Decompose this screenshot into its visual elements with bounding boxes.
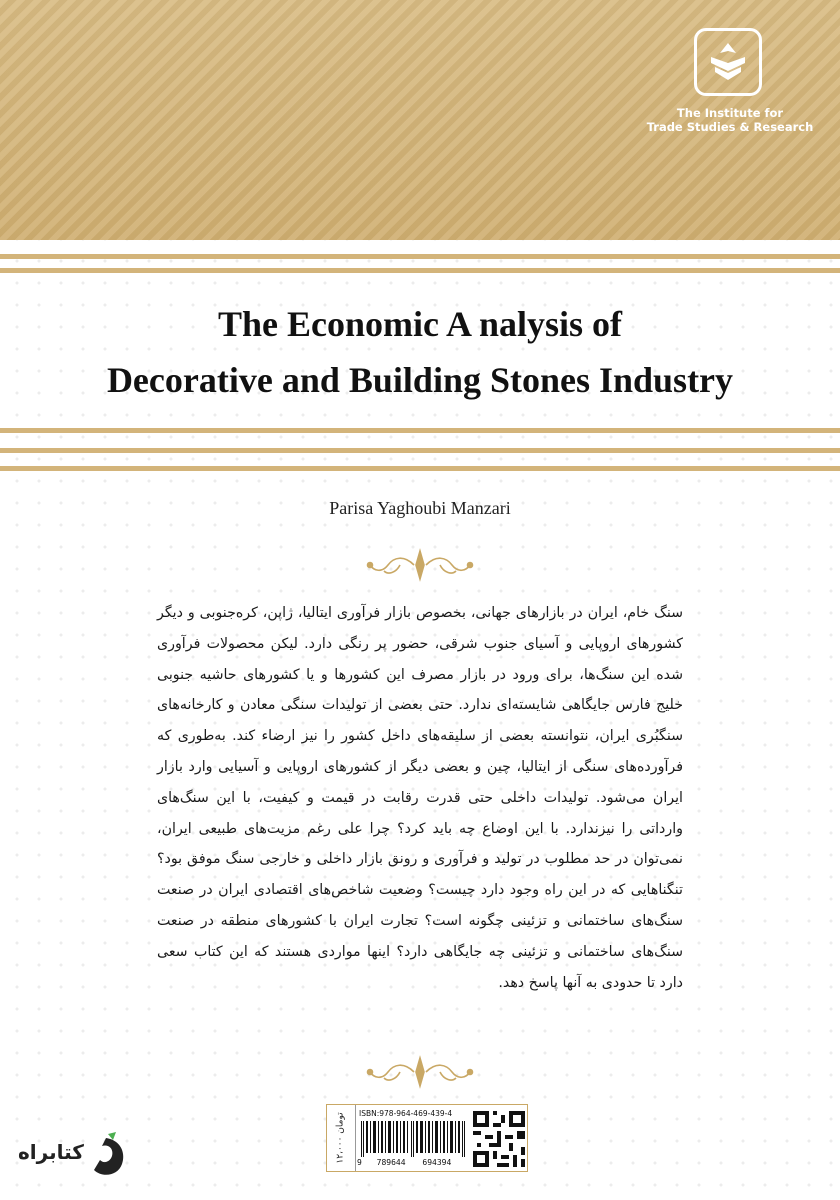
author-name: Parisa Yaghoubi Manzari [329, 498, 511, 518]
title-line-2: Decorative and Building Stones Industry [106, 360, 734, 400]
book-title [0, 296, 840, 408]
ornament-divider-bottom [360, 1052, 480, 1092]
barcode-digit-first: 9 [357, 1158, 362, 1167]
synopsis-text: سنگ خام، ایران در بازارهای جهانی، بخصوص بازار فرآوری ایتالیا، ژاپن، کره‌جنوبی و دیگر کشورهای اروپایی و آسیای جنوب شرقی، حضور پر رنگی دارد. لیکن محصولات فرآوری شده این سنگ‌ها، برای ورود در بازار مصرف این کشورها و یا کشورهای حاشیه جنوبی خلیج فارس جایگاهی شایسته‌ای ندارد. حتی بعضی از تولیدات سنگی معادن و کارخانه‌های سنگبُری ایران، نتوانسته بعضی از سلیقه‌های داخل کشور را نیز ارضاء کند. به‌طوری که فرآورده‌های سنگی از ایتالیا، چین و بعضی دیگر از کشورهای اروپایی و آسیایی وارد بازار ایران می‌شود. تولیدات داخلی حتی قدرت رقابت در قیمت و کیفیت، با این سنگ‌های وارداتی را نیزندارد. با این اوضاع چه باید کرد؟ چرا علی رغم مزیت‌های طبیعی ایران، نمی‌توان در حد مطلوب در تولید و فرآوری و رونق بازار داخلی و خارجی سنگ موفق بود؟ تنگناهایی که در این راه وجود دارد چیست؟ وضعیت شاخص‌های اقتصادی ایران در صنعت سنگ‌های ساختمانی و تزئینی چگونه است؟ تجارت ایران با کشورهای منطقه در صنعت سنگ‌های ساختمانی و تزئینی چه جایگاهی دارد؟ اینها مواردی هستند که این کتاب سعی دارد تا حدودی به آنها پاسخ دهد. [157, 605, 683, 991]
barcode-panel [326, 1104, 528, 1172]
price-text: ۱۲،۰۰۰ تومان [336, 1112, 347, 1164]
qr-code [473, 1111, 525, 1167]
title-line-1: The Economic A nalysis of [217, 304, 623, 344]
isbn-text: ISBN:978-964-469-439-4 [359, 1109, 453, 1118]
barcode-bars [361, 1121, 467, 1157]
stripe-2 [0, 268, 840, 273]
price-label [327, 1105, 356, 1171]
barcode-digits [357, 1158, 467, 1167]
stripe-1 [0, 254, 840, 259]
institute-line-2: Trade Studies & Research [646, 120, 814, 134]
institute-logo [694, 28, 762, 96]
barcode-digit-group-2: 694394 [422, 1158, 452, 1167]
barcode-digit-group-1: 789644 [376, 1158, 406, 1167]
institute-line-1: The Institute for [676, 106, 784, 120]
stripe-3 [0, 428, 840, 433]
stripe-4 [0, 448, 840, 453]
publisher-mark: کتابراه [18, 1140, 84, 1164]
ornament-divider-top [360, 545, 480, 585]
stripe-5 [0, 466, 840, 471]
institute-name [640, 106, 820, 134]
